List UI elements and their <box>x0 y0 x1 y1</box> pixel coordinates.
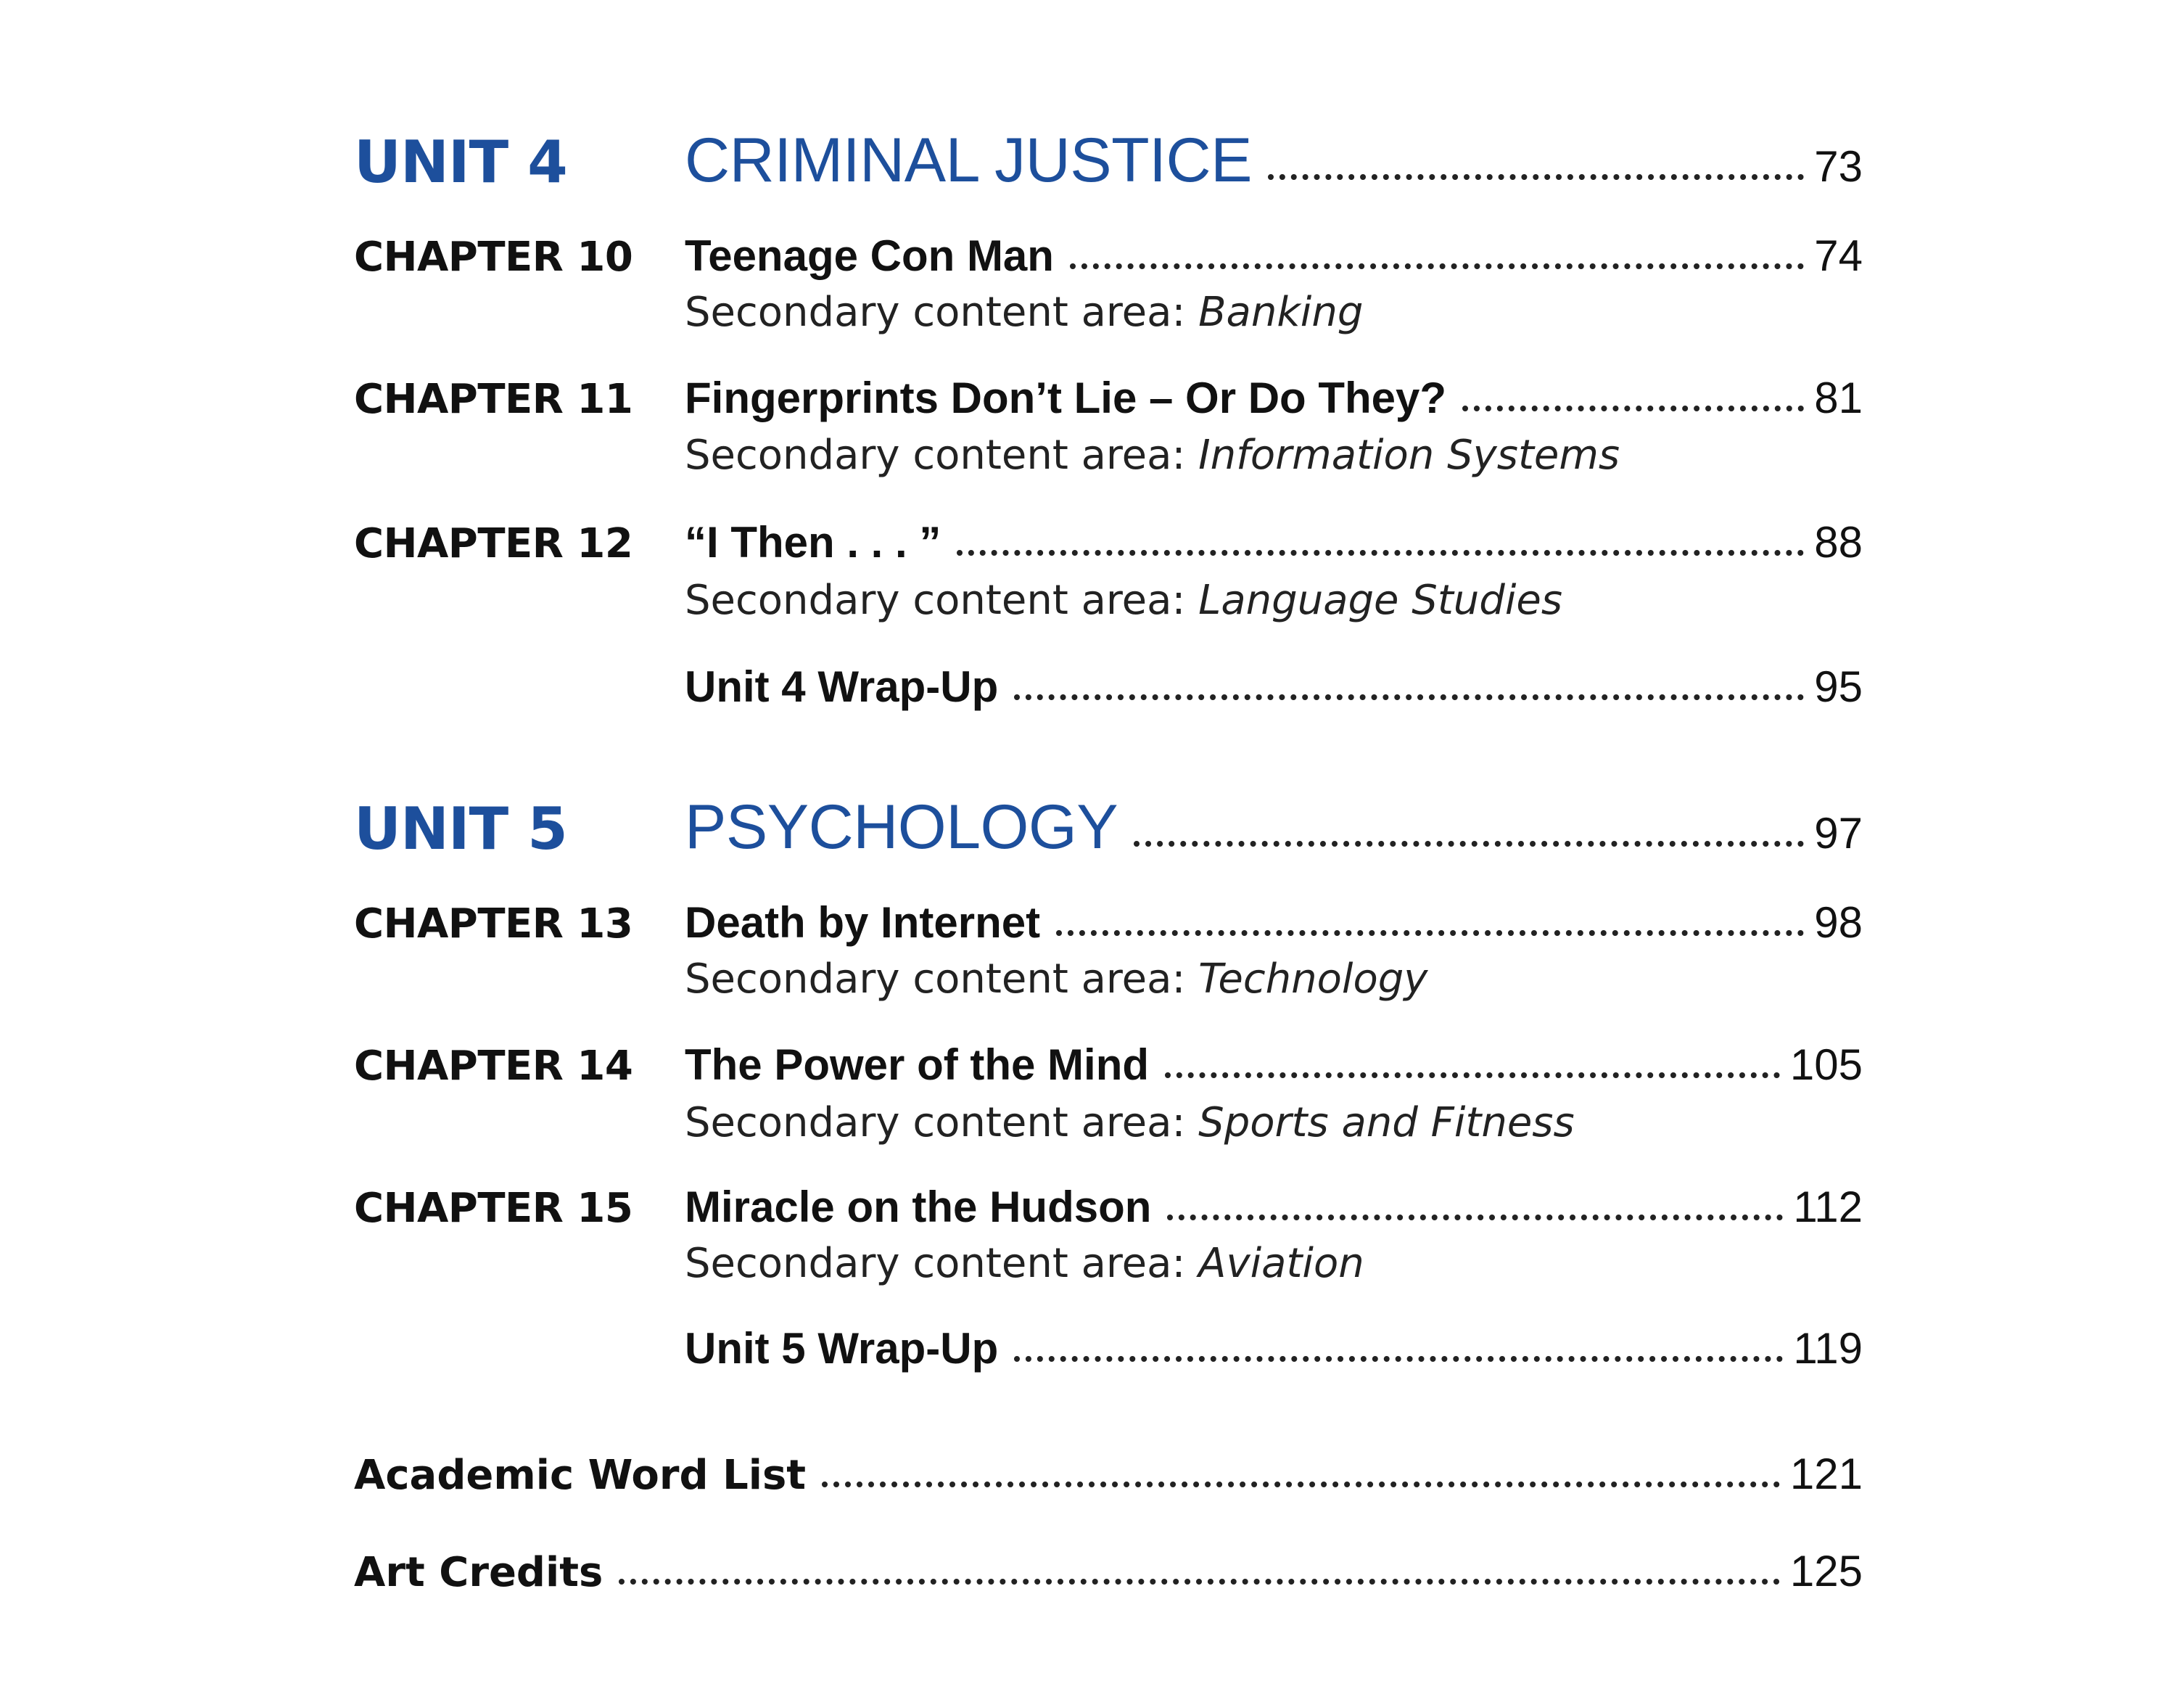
unit-5-wrap-up-entry[interactable] <box>685 1324 1863 1373</box>
dot-leader <box>822 1482 1780 1487</box>
chapter-11-row <box>354 348 1863 423</box>
chapter-15-secondary-area <box>685 1240 1845 1287</box>
dot-leader <box>1014 1356 1783 1362</box>
secondary-area-name: Sports and Fitness <box>1198 1099 1575 1146</box>
secondary-area-name: Language Studies <box>1198 577 1563 624</box>
academic-word-list-title: Academic Word List <box>354 1452 807 1499</box>
chapter-10-label: CHAPTER 10 <box>354 234 633 281</box>
unit-5-entry[interactable] <box>685 792 1863 862</box>
secondary-prefix: Secondary content area: <box>685 289 1186 336</box>
secondary-prefix: Secondary content area: <box>685 1099 1186 1146</box>
unit-4-wrap-up-row <box>354 636 1863 709</box>
unit-4-entry[interactable] <box>685 126 1863 195</box>
dot-leader <box>1056 930 1804 936</box>
chapter-13-entry[interactable] <box>685 898 1863 947</box>
art-credits-entry[interactable] <box>354 1547 1863 1596</box>
unit-5-page-number: 97 <box>1814 809 1863 858</box>
secondary-area-name: Banking <box>1198 289 1364 336</box>
chapter-15-entry[interactable] <box>685 1183 1863 1231</box>
chapter-12-page-number: 88 <box>1814 518 1863 567</box>
dot-leader <box>1165 1072 1780 1078</box>
chapter-12-entry[interactable] <box>685 518 1863 567</box>
dot-leader <box>1014 694 1804 700</box>
unit-4-page-number: 73 <box>1814 142 1863 191</box>
secondary-prefix: Secondary content area: <box>685 956 1186 1003</box>
chapter-15-label: CHAPTER 15 <box>354 1185 633 1232</box>
chapter-14-secondary-area <box>685 1099 1845 1146</box>
secondary-area-name: Information Systems <box>1198 432 1620 479</box>
chapter-14-title: The Power of the Mind <box>685 1040 1149 1089</box>
chapter-10-page-number: 74 <box>1814 231 1863 280</box>
chapter-14-page-number: 105 <box>1789 1040 1863 1089</box>
unit-4-wrap-up-page-number: 95 <box>1814 662 1863 711</box>
unit-4-wrap-up-title: Unit 4 Wrap-Up <box>685 662 999 711</box>
chapter-11-entry[interactable] <box>685 374 1863 422</box>
chapter-14-entry[interactable] <box>685 1040 1863 1089</box>
chapter-15-page-number: 112 <box>1793 1183 1863 1231</box>
chapter-10-row <box>354 205 1863 281</box>
chapter-13-page-number: 98 <box>1814 898 1863 947</box>
unit-5-wrap-up-row <box>354 1298 1863 1371</box>
unit-5-label: UNIT 5 <box>354 795 567 863</box>
dot-leader <box>619 1579 1780 1585</box>
art-credits-title: Art Credits <box>354 1549 603 1596</box>
chapter-14-label: CHAPTER 14 <box>354 1043 633 1090</box>
secondary-prefix: Secondary content area: <box>685 1240 1186 1287</box>
unit-5-heading-row <box>354 786 1863 863</box>
chapter-11-secondary-area <box>685 432 1845 479</box>
dot-leader <box>1167 1215 1783 1220</box>
unit-4-title: CRIMINAL JUSTICE <box>685 126 1252 195</box>
secondary-area-name: Aviation <box>1198 1240 1364 1287</box>
unit-5-wrap-up-title: Unit 5 Wrap-Up <box>685 1324 999 1373</box>
dot-leader <box>957 550 1804 556</box>
unit-4-wrap-up-entry[interactable] <box>685 662 1863 711</box>
chapter-11-title: Fingerprints Don’t Lie – Or Do They? <box>685 374 1447 422</box>
chapter-13-secondary-area <box>685 956 1845 1003</box>
chapter-15-title: Miracle on the Hudson <box>685 1183 1152 1231</box>
chapter-12-row <box>354 492 1863 567</box>
academic-word-list-row <box>354 1423 1863 1499</box>
secondary-prefix: Secondary content area: <box>685 577 1186 624</box>
dot-leader <box>1268 174 1804 180</box>
academic-word-list-page-number: 121 <box>1789 1450 1863 1498</box>
art-credits-row <box>354 1521 1863 1596</box>
secondary-area-name: Technology <box>1198 956 1428 1003</box>
chapter-12-label: CHAPTER 12 <box>354 520 633 567</box>
chapter-13-title: Death by Internet <box>685 898 1041 947</box>
chapter-14-row <box>354 1014 1863 1090</box>
chapter-10-secondary-area <box>685 289 1845 336</box>
chapter-11-page-number: 81 <box>1814 374 1863 422</box>
dot-leader <box>1134 841 1804 847</box>
dot-leader <box>1462 406 1804 411</box>
chapter-13-label: CHAPTER 13 <box>354 900 633 948</box>
chapter-12-secondary-area <box>685 577 1845 624</box>
dot-leader <box>1070 263 1804 269</box>
unit-5-title: PSYCHOLOGY <box>685 792 1118 862</box>
chapter-12-title: “I Then . . . ” <box>685 518 941 567</box>
secondary-prefix: Secondary content area: <box>685 432 1186 479</box>
chapter-10-title: Teenage Con Man <box>685 231 1054 280</box>
unit-4-heading-row <box>354 119 1863 196</box>
chapter-10-entry[interactable] <box>685 231 1863 280</box>
chapter-13-row <box>354 872 1863 948</box>
unit-5-wrap-up-page-number: 119 <box>1793 1324 1863 1373</box>
art-credits-page-number: 125 <box>1789 1547 1863 1595</box>
chapter-15-row <box>354 1156 1863 1232</box>
academic-word-list-entry[interactable] <box>354 1450 1863 1499</box>
unit-4-label: UNIT 4 <box>354 128 567 196</box>
chapter-11-label: CHAPTER 11 <box>354 376 633 423</box>
